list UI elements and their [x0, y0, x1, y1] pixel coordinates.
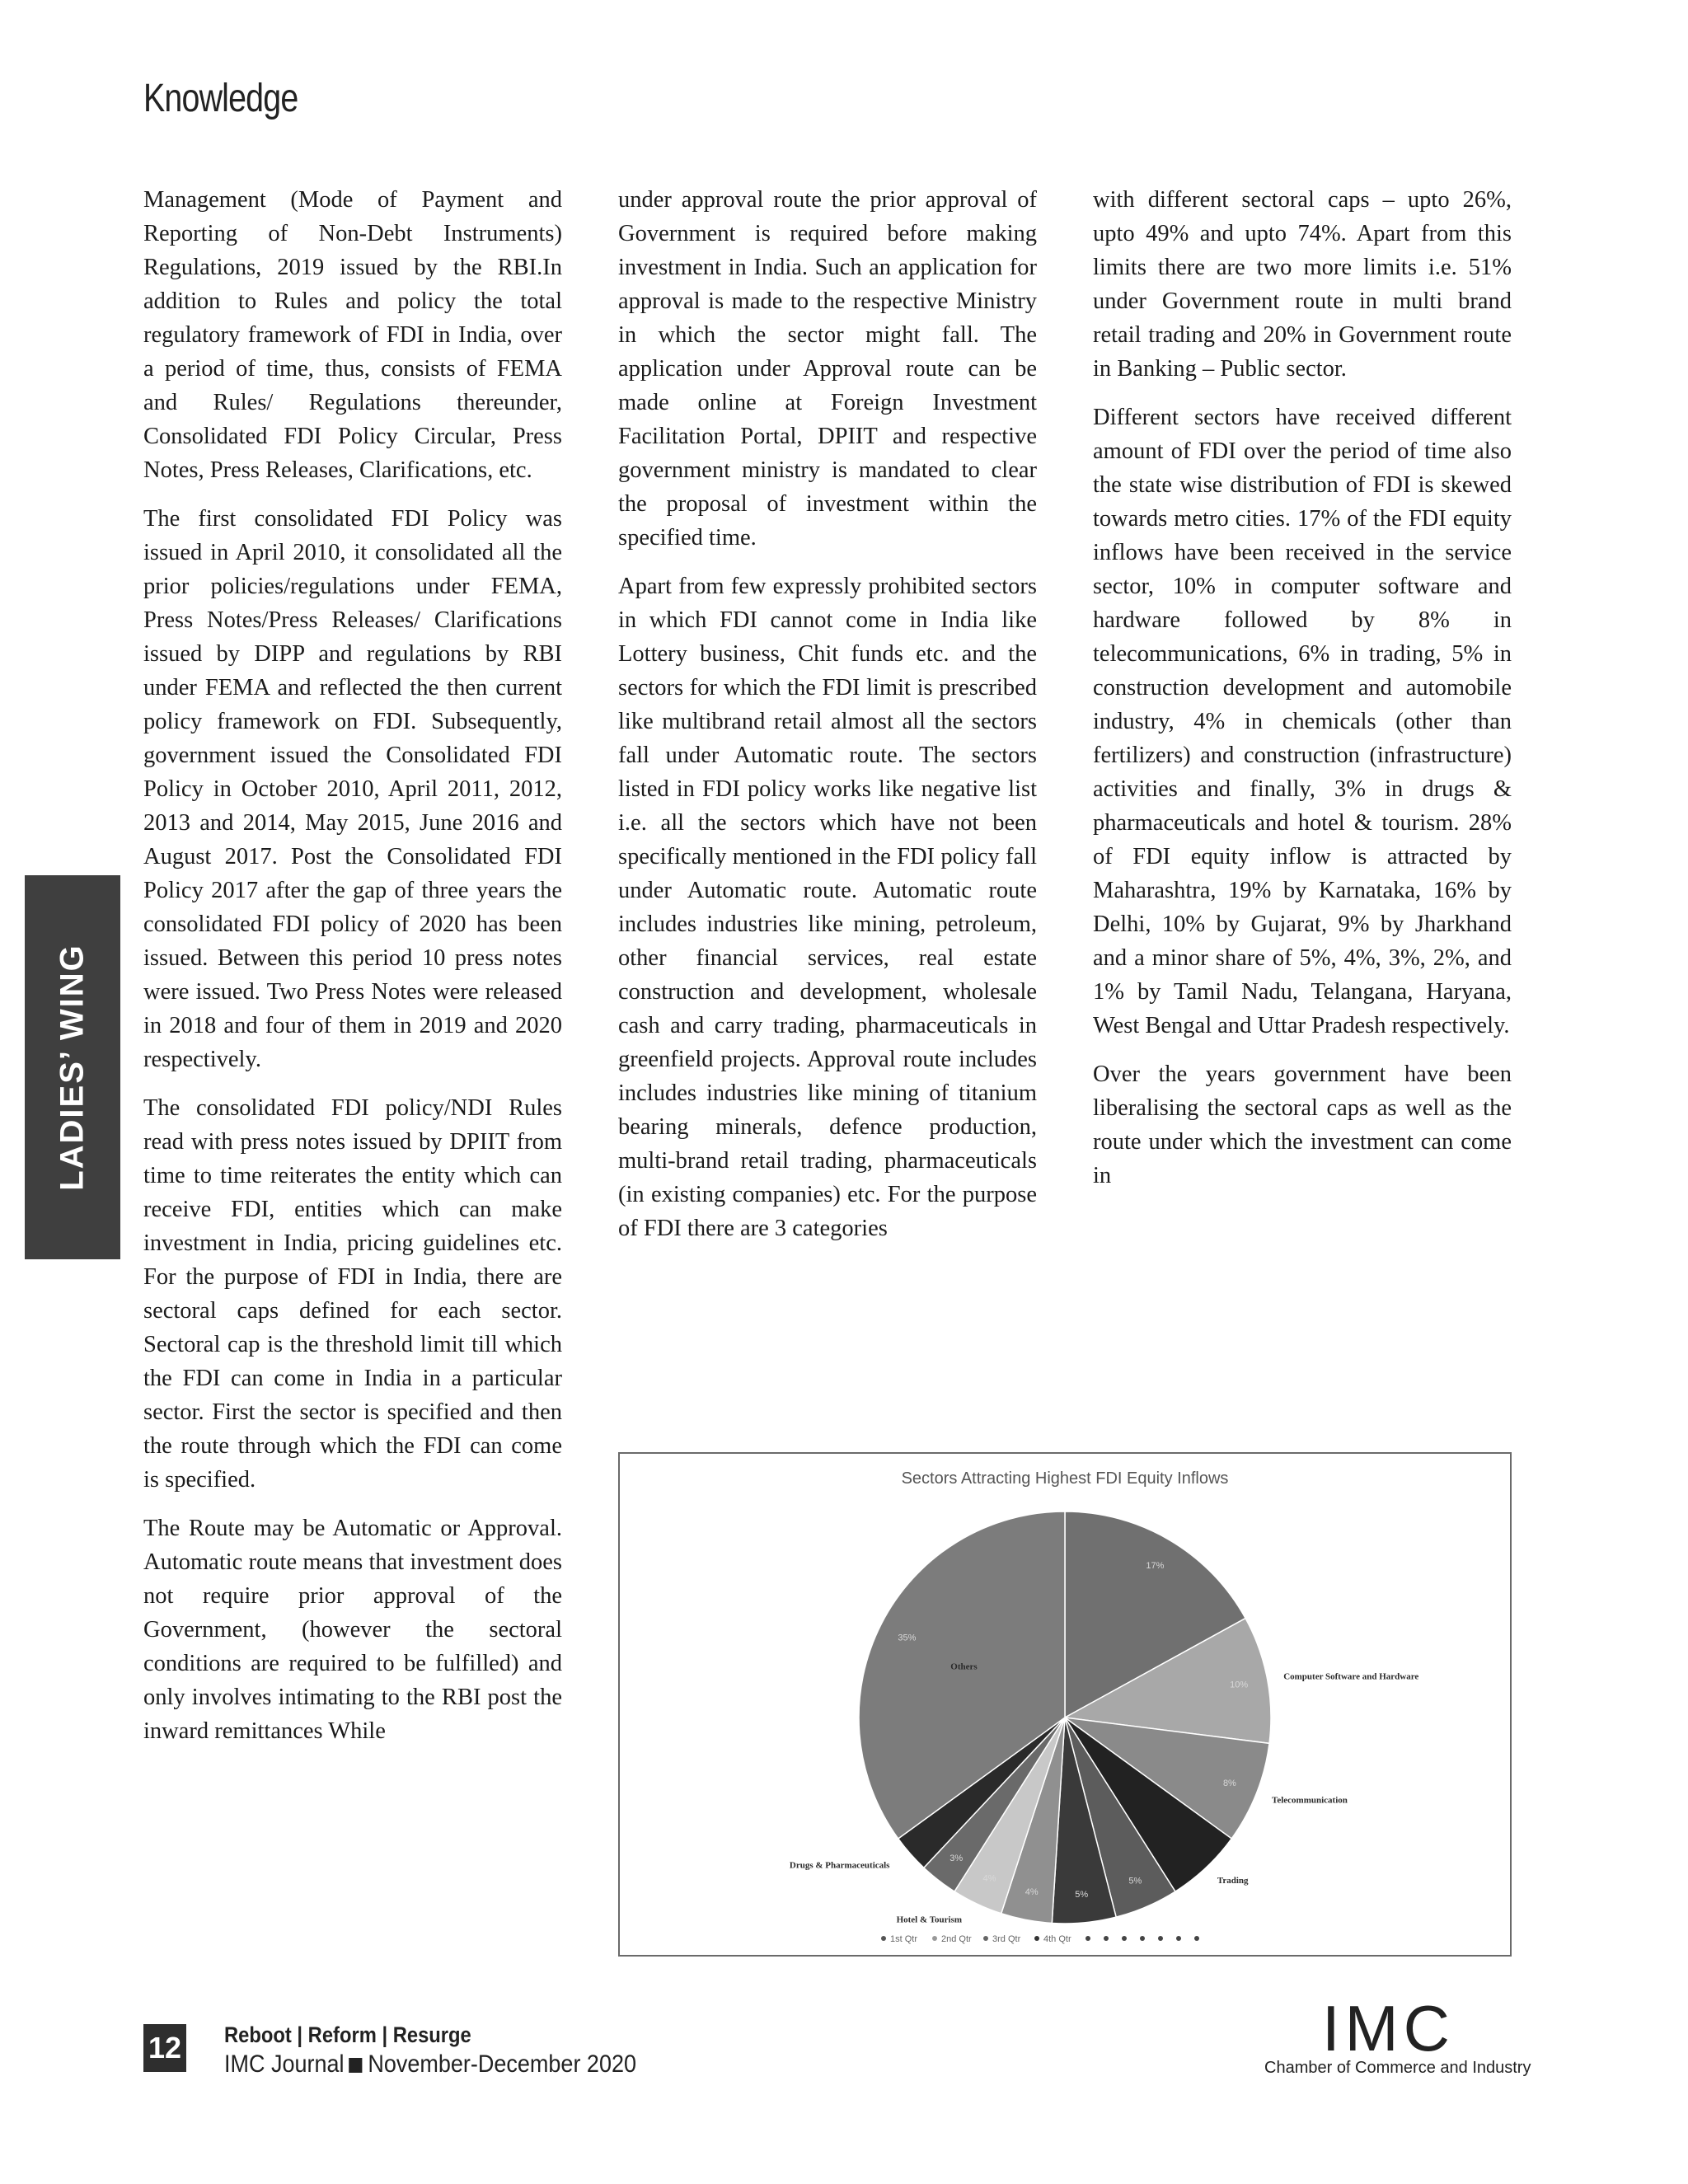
footer-journal	[224, 2050, 636, 2079]
paragraph: Apart from few expressly prohibited sectors in which FDI cannot come in India like Lottery business, Chit funds etc. and the sectors for which the FDI limit is prescribed like multibrand retail almost all the sectors fall under Automatic route. The sectors listed in FDI policy works like negative list i.e. all the sectors which have not been specifically mentioned in the FDI policy fall under Automatic route. Automatic route includes industries like mining, petroleum, other financial services, real estate construction and development, wholesale cash and carry trading, pharmaceuticals in greenfield projects. Approval route includes includes industries like mining of titanium bearing minerals, defence production, multi-brand retail trading, pharmaceuticals (in existing companies) etc. For the purpose of FDI there are 3 categories	[618, 574, 1037, 1241]
slice-value-label: 8%	[1222, 1779, 1236, 1789]
legend-marker	[1034, 1936, 1039, 1941]
slice-category-label: Telecommunication	[1272, 1795, 1348, 1806]
side-tab-label: LADIES’ WING	[54, 944, 91, 1191]
square-bullet-icon	[349, 2058, 362, 2073]
paragraph: The Route may be Automatic or Approval. Automatic route means that investment does not require prior approval of the Government, (however the sectoral conditions are required to be fulfilled) and only involves intimating to the RBI post the inward remittances While	[143, 1516, 562, 1744]
slice-value-label: 4%	[982, 1873, 996, 1884]
paragraph: Management (Mode of Payment and Reporting of Non-Debt Instruments) Regulations, 2019 issued by the RBI.In addition to Rules and policy the total regulatory framework of FDI in India, over a period of time, thus, consists of FEMA and Rules/ Regulations thereunder, Consolidated FDI Policy Circular, Press Notes, Press Releases, Clarifications, etc.	[143, 187, 562, 483]
imc-logo: IMC	[1322, 1992, 1455, 2064]
side-tab	[25, 875, 120, 1259]
slice-category-label: Trading	[1217, 1875, 1249, 1886]
legend-marker	[1085, 1936, 1090, 1941]
legend-marker	[1176, 1936, 1181, 1941]
text-column-3	[1093, 183, 1512, 1207]
pie-chart-figure	[618, 1452, 1512, 1957]
legend-marker	[1158, 1936, 1163, 1941]
slice-value-label: 17%	[1146, 1560, 1165, 1571]
slice-category-label: Others	[950, 1661, 978, 1672]
legend-marker	[1194, 1936, 1199, 1941]
page-number: 12	[143, 2024, 186, 2072]
paragraph: Over the years government have been liberalising the sectoral caps as well as the route under which the investment can come in	[1093, 1062, 1512, 1188]
legend-marker	[983, 1936, 988, 1941]
slice-value-label: 35%	[898, 1633, 917, 1643]
slice-value-label: 4%	[1025, 1887, 1039, 1898]
footer-tagline: Reboot | Reform | Resurge	[224, 2022, 471, 2047]
slice-category-label: Drugs & Pharmaceuticals	[789, 1860, 890, 1871]
journal-issue: November-December 2020	[368, 2050, 637, 2078]
slice-value-label: 3%	[950, 1853, 964, 1863]
legend-marker	[1122, 1936, 1127, 1941]
paragraph: The first consolidated FDI Policy was issued in April 2010, it consolidated all the prior policies/regulations under FEMA, Press Notes/Press Releases/ Clarifications issued by DIPP and regulations by RBI under FEMA and reflected the then current policy framework on FDI. Subsequently, government issued the Consolidated FDI Policy in October 2010, April 2011, 2012, 2013 and 2014, May 2015, June 2016 and August 2017. Post the Consolidated FDI Policy 2017 after the gap of three years the consolidated FDI policy of 2020 has been issued. Between this period 10 press notes were issued. Two Press Notes were released in 2018 and four of them in 2019 and 2020 respectively.	[143, 506, 562, 1072]
paragraph: under approval route the prior approval of Government is required before making investment in India. Such an application for approval is made to the respective Ministry in which the sector might fall. The application under Approval route can be made online at Foreign Investment Facilitation Portal, DPIIT and respective government ministry is mandated to clear the proposal of investment within the specified time.	[618, 187, 1037, 551]
journal-name: IMC Journal	[224, 2050, 345, 2078]
pie-chart	[620, 1454, 1510, 1955]
legend-entry: 4th Qtr	[1043, 1934, 1071, 1944]
legend-marker	[881, 1936, 886, 1941]
slice-category-label: Hotel & Tourism	[896, 1915, 963, 1925]
slice-value-label: 10%	[1230, 1680, 1249, 1690]
slice-value-label: 5%	[1075, 1890, 1089, 1900]
legend-entry: 3rd Qtr	[992, 1934, 1021, 1944]
legend-entry: 2nd Qtr	[941, 1934, 972, 1944]
text-column-1	[143, 183, 562, 1763]
section-heading: Knowledge	[143, 77, 298, 120]
legend-entry: 1st Qtr	[890, 1934, 918, 1944]
paragraph: with different sectoral caps – upto 26%, upto 49% and upto 74%. Apart from this limits there are two more limits i.e. 51% under Government route in multi brand retail trading and 20% in Government route in Banking – Public sector.	[1093, 187, 1512, 382]
legend-marker	[932, 1936, 937, 1941]
legend-marker	[1140, 1936, 1145, 1941]
paragraph: Different sectors have received different amount of FDI over the period of time also the state wise distribution of FDI is skewed towards metro cities. 17% of the FDI equity inflows have been received in the service sector, 10% in computer software and hardware followed by 8% in telecommunications, 6% in trading, 5% in construction development and automobile industry, 4% in chemicals (other than fertilizers) and construction (infrastructure) activities and finally, 3% in drugs & pharmaceuticals and hotel & tourism. 28% of FDI equity inflow is attracted by Maharashtra, 19% by Karnataka, 16% by Delhi, 10% by Gujarat, 9% by Jharkhand and a minor share of 5%, 4%, 3%, 2%, and 1% by Tamil Nadu, Telangana, Haryana, West Bengal and Uttar Pradesh respectively.	[1093, 405, 1512, 1038]
chart-title: Sectors Attracting Highest FDI Equity Inflows	[901, 1469, 1229, 1488]
paragraph: The consolidated FDI policy/NDI Rules read with press notes issued by DPIIT from time to time reiterates the entity which can receive FDI, entities which can make investment in India, pricing guidelines etc. For the purpose of FDI in India, there are sectoral caps defined for each sector. Sectoral cap is the threshold limit till which the FDI can come in India in a particular sector. First the sector is specified and then the route through which the FDI can come is specified.	[143, 1095, 562, 1493]
imc-logo-subtitle: Chamber of Commerce and Industry	[1264, 2059, 1531, 2077]
slice-value-label: 5%	[1128, 1876, 1142, 1886]
legend-marker	[1104, 1936, 1109, 1941]
text-column-2	[618, 183, 1037, 1260]
slice-category-label: Computer Software and Hardware	[1283, 1671, 1419, 1682]
